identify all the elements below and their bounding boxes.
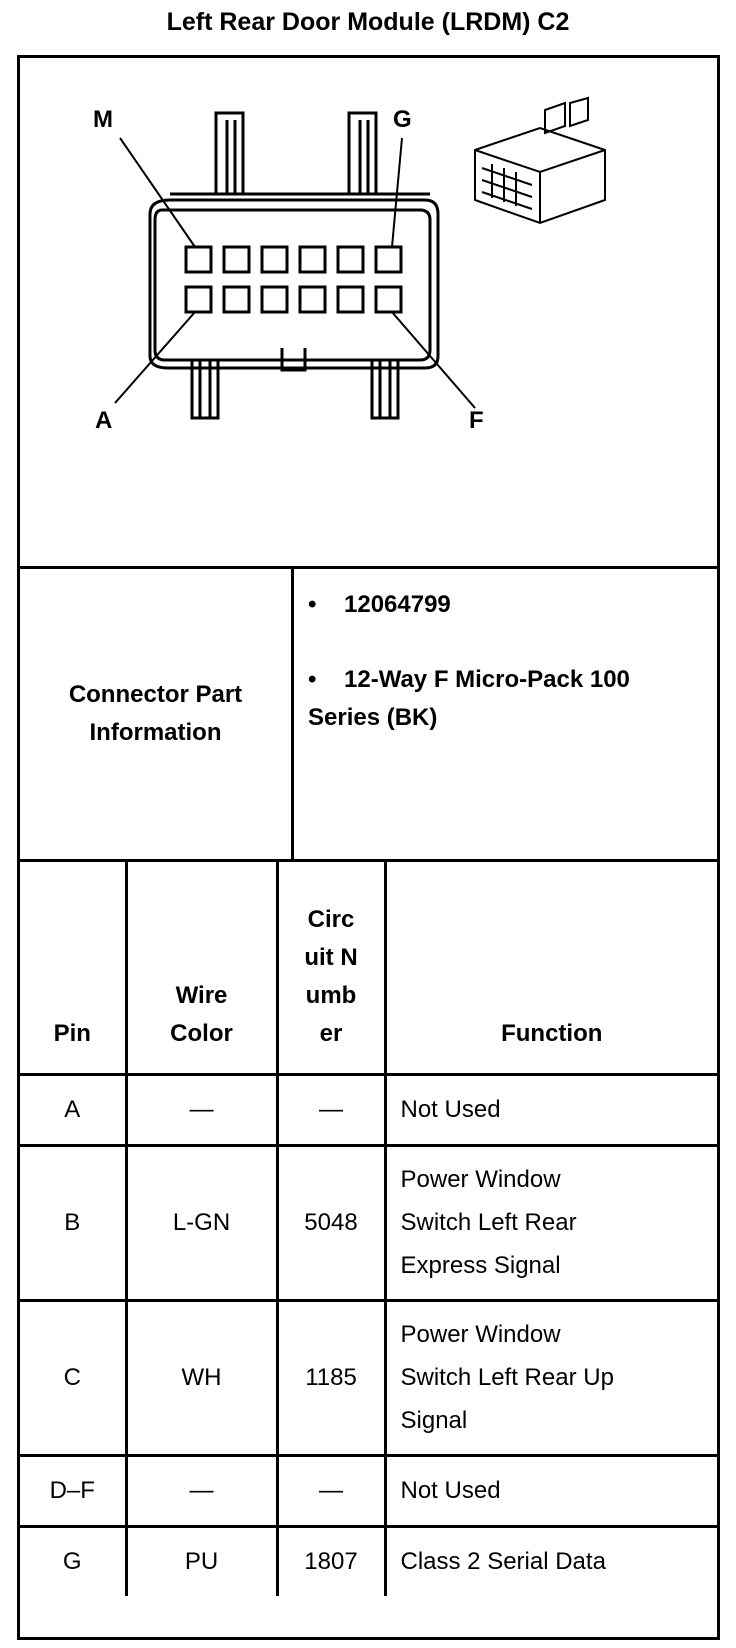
connector-part-info-values (294, 569, 717, 859)
table-row (20, 1300, 717, 1455)
pin-cell: G (20, 1526, 126, 1596)
table-row (20, 1455, 717, 1526)
wire-color-cell: — (126, 1074, 277, 1145)
connector-diagram (20, 58, 717, 569)
function-cell: Not Used (385, 1455, 717, 1526)
pin-table-header (20, 862, 717, 1074)
connector-table (17, 55, 720, 1640)
label-a: A (95, 407, 113, 434)
wire-color-cell: WH (126, 1300, 277, 1455)
circuit-cell: 1807 (277, 1526, 385, 1596)
pin-cell: A (20, 1074, 126, 1145)
pin-cell: B (20, 1145, 126, 1300)
table-row (20, 1074, 717, 1145)
header-circuit-number: Circuit Number (277, 862, 385, 1074)
connector-face-drawing (20, 58, 717, 566)
function-cell: Power Window Switch Left Rear Express Signal (385, 1145, 717, 1300)
pin-cell: C (20, 1300, 126, 1455)
bullet-icon: • (308, 591, 317, 618)
function-cell: Class 2 Serial Data (400, 1548, 606, 1576)
label-m: M (93, 106, 113, 133)
connector-part-info-label: Connector Part Information (20, 569, 294, 859)
pin-cell: D–F (20, 1455, 126, 1526)
function-cell: Power Window Switch Left Rear Up Signal (385, 1300, 717, 1455)
pin-table (20, 862, 717, 1596)
connector-part-info (20, 569, 717, 862)
part-number-item: • 12064799 (308, 586, 451, 624)
function-cell: Not Used (385, 1074, 717, 1145)
bullet-icon: • (308, 666, 317, 693)
header-function: Function (385, 862, 717, 1074)
header-pin: Pin (20, 862, 126, 1074)
circuit-cell: — (277, 1455, 385, 1526)
label-g: G (393, 106, 412, 133)
circuit-cell: — (277, 1074, 385, 1145)
table-row (20, 1526, 717, 1596)
circuit-cell: 5048 (277, 1145, 385, 1300)
wire-color-cell: L-GN (126, 1145, 277, 1300)
label-f: F (469, 407, 484, 434)
header-wire-color: Wire Color (126, 862, 277, 1074)
table-row (20, 1145, 717, 1300)
connector-type-item: • 12-Way F Micro-Pack 100 Series (BK) (308, 661, 688, 737)
circuit-cell: 1185 (277, 1300, 385, 1455)
wire-color-cell: — (126, 1455, 277, 1526)
page-title: Left Rear Door Module (LRDM) C2 (166, 8, 570, 36)
wire-color-cell: PU (126, 1526, 277, 1596)
